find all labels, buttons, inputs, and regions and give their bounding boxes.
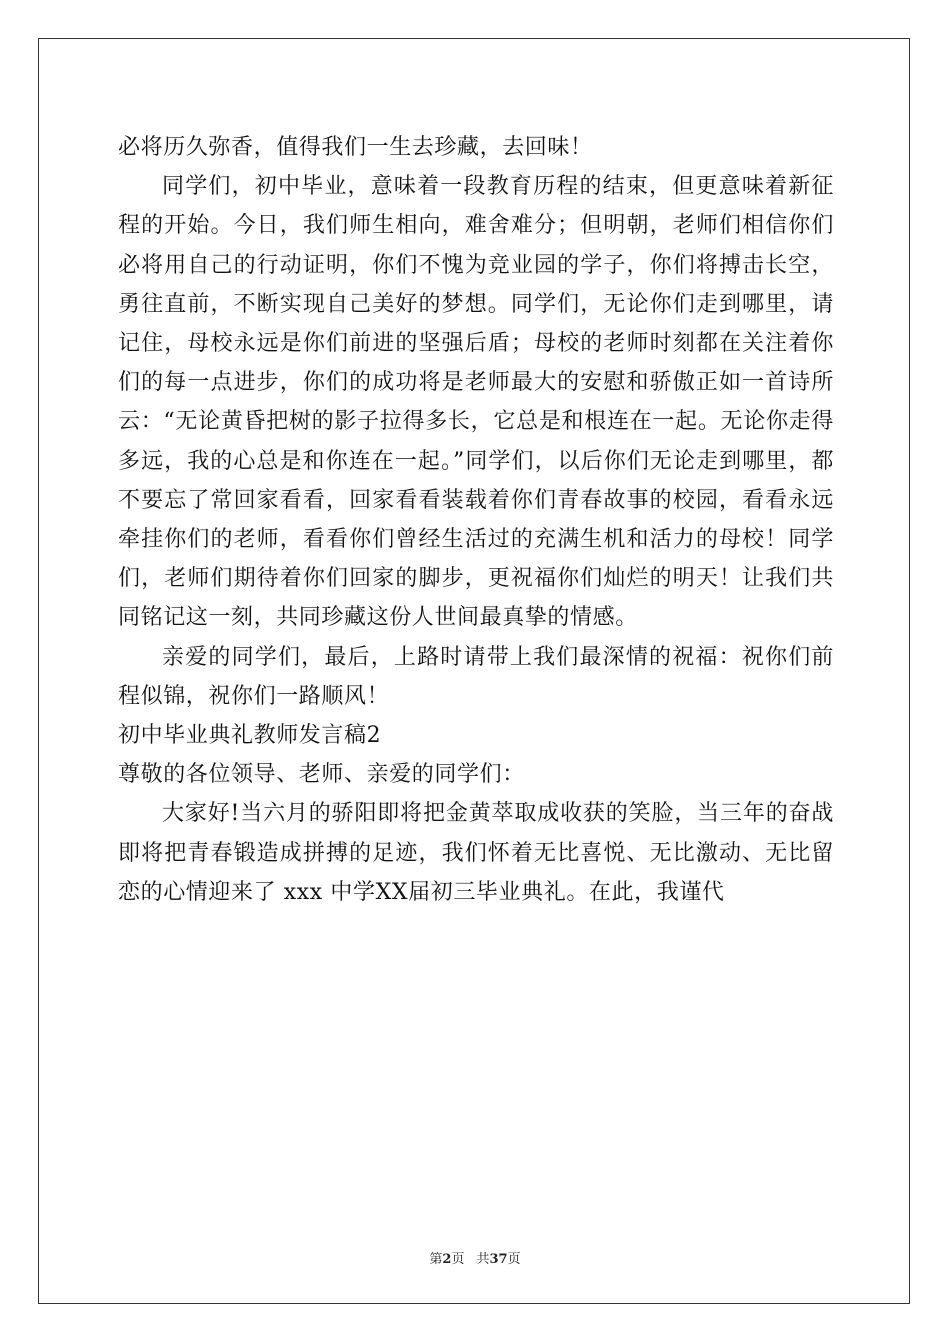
total-suffix: 页 bbox=[507, 1252, 521, 1267]
total-prefix: 共 bbox=[476, 1252, 490, 1267]
paragraph-3: 亲爱的同学们，最后，上路时请带上我们最深情的祝福：祝你们前程似锦，祝你们一路顺风！ bbox=[118, 644, 834, 709]
document-body bbox=[118, 128, 834, 912]
total-pages: 37 bbox=[489, 1252, 508, 1267]
page-suffix: 页 bbox=[451, 1252, 465, 1267]
paragraph-2: 同学们，初中毕业，意味着一段教育历程的结束，但更意味着新征程的开始。今日，我们师生相向，难舍难分；但明朝，老师们相信你们必将用自己的行动证明，你们不愧为竞业园的学子，你们将搏击长空，勇往直前，不断实现自己美好的梦想。同学们，无论你们走到哪里，请记住，母校永远是你们前进的坚强后盾；母校的老师时刻都在关注着你们的每一点进步，你们的成功将是老师最大的安慰和骄傲正如一首诗所云：“无论黄昏把树的影子拉得多长，它总是和根连在一起。无论你走得多远，我的心总是和你连在一起。”同学们，以后你们无论走到哪里，都不要忘了常回家看看，回家看看装载着你们青春故事的校园，看看永远牵挂你们的老师，看看你们曾经生活过的充满生机和活力的母校！同学们，老师们期待着你们回家的脚步，更祝福你们灿烂的明天！让我们共同铭记这一刻，共同珍藏这份人世间最真挚的情感。 bbox=[118, 174, 834, 631]
page-number: 2 bbox=[442, 1252, 452, 1267]
paragraph-1: 必将历久弥香，值得我们一生去珍藏，去回味！ bbox=[118, 135, 593, 160]
paragraph-4: 大家好!当六月的骄阳即将把金黄萃取成收获的笑脸，当三年的奋战即将把青春锻造成拼搏的足迹，我们怀着无比喜悦、无比激动、无比留恋的心情迎来了 xxx 中学XX届初三毕业典礼。在此，我谨代 bbox=[118, 801, 834, 905]
page-prefix: 第 bbox=[429, 1252, 443, 1267]
page-footer bbox=[0, 1248, 950, 1267]
salutation: 尊敬的各位领导、老师、亲爱的同学们： bbox=[118, 762, 525, 788]
section-heading: 初中毕业典礼教师发言稿2 bbox=[118, 723, 382, 749]
